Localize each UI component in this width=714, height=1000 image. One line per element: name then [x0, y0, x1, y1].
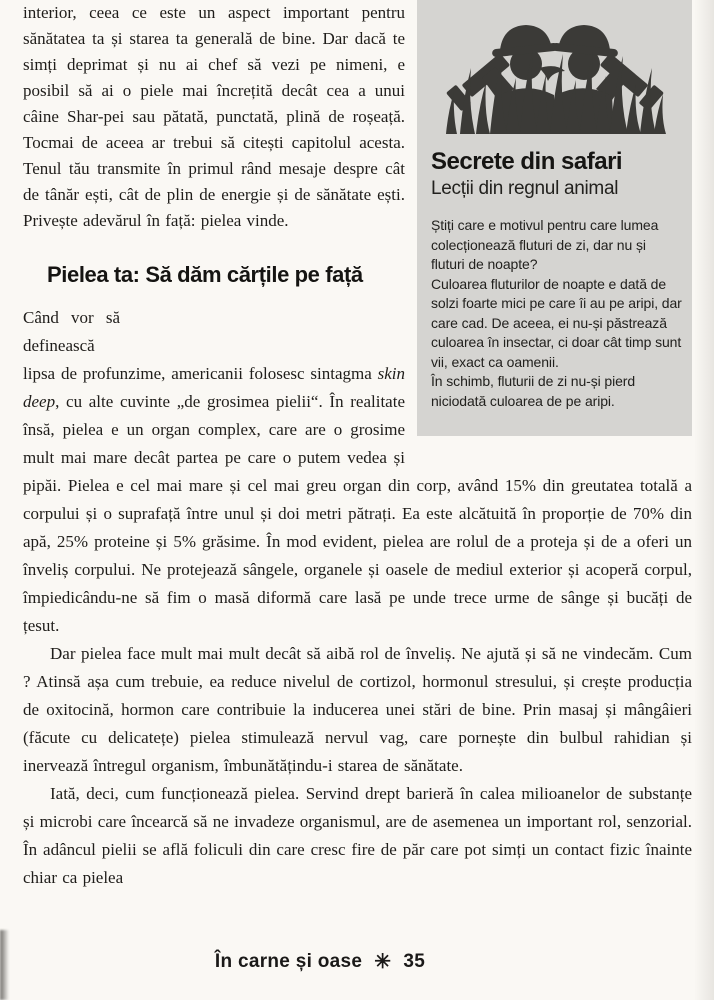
running-footer — [0, 948, 640, 973]
section-heading: Pielea ta: Să dăm cărțile pe față — [47, 262, 363, 287]
safari-explorers-icon — [440, 12, 670, 134]
wrap-spacer — [120, 304, 405, 354]
sidebar-paragraph: Culoarea fluturilor de noapte e dată de solzi foarte mici pe care îi au pe aripi, dar care cad. De aceea, ei nu-și păstrează culoarea în insectar, ci doar cât timp sunt vii, exact ca oamenii. — [431, 275, 682, 370]
footer-page-number: 35 — [403, 951, 426, 972]
paragraph2-italic-phrase: skin deep — [23, 364, 405, 411]
footer-running-title: În carne și oase — [214, 951, 363, 972]
sidebar-paragraph: În schimb, fluturii de zi nu-și pierd niciodată culoarea de pe aripi. — [431, 373, 636, 409]
sidebar-box — [417, 0, 692, 436]
paragraph2-text: Când vor să definească lipsa de profunzime, americanii folosesc sintagma — [23, 308, 378, 383]
body-paragraph-3: Dar pielea face mult mai mult decât să aibă rol de înveliș. Ne ajută și să ne vindecăm. Cum ? Atinsă așa cum trebuie, ea reduce nivelul de cortizol, hormonul stresului, și crește producția de oxitocină, hormon care contribuie la inducerea unei stări de bine. Prin masaj și mângâieri (făcute cu delicatețe) pielea stimulează nervul vag, care pornește din bulbul rahidian și inervează întregul organism, îmbunătățindu-i starea de sănătate. — [23, 644, 692, 775]
paragraph2-text: , cu alte cuvinte „de grosimea pielii“. În realitate însă, pielea e un organ complex, care are o grosime mult mai mare decât partea pe care o putem vedea și pipăi. Pielea e cel mai mare și cel mai greu organ din corp, având 15% din greutatea totală a corpului și o suprafață între unul și doi metri pătrați. Ea este alcătuită în proporție de 70% din apă, 25% proteine și 5% grăsime. În mod evident, pielea are rolul de a proteja și de a oferi un înveliș corpului. Ne protejează sângele, organele și oasele de mediul exterior și acoperă corpul, împiedicându-ne să fim o masă diformă care lasă pe unde trece urme de sânge și bucăți de țesut. — [23, 392, 692, 635]
safari-explorers-illustration — [440, 12, 670, 134]
body-paragraph-1: interior, ceea ce este un aspect important pentru sănătatea ta și starea ta generală de bine. Dar dacă te simți deprimat și nu ai chef să vezi pe nimeni, e posibil să ai o piele mai încrețită decât cea a unui câine Shar-pei sau pătată, punctată, plină de roșeață. Tocmai de aceea ar trebui să citești capitolul acesta. Tenul tău transmite în primul rând mesaje despre cât de tânăr ești, cât de plin de energie și de sănătate ești. Privește adevărul în față: pielea vinde. — [23, 3, 405, 230]
sidebar-title: Secrete din safari — [431, 148, 623, 175]
sidebar-subtitle: Lecții din regnul animal — [431, 178, 619, 199]
sidebar-body — [431, 216, 682, 411]
body-paragraph-4: Iată, deci, cum funcționează pielea. Servind drept barieră în calea milioanelor de substanțe și microbi care încearcă să ne invadeze organismul, are de asemenea un important rol, senzorial. În adâncul pielii se află foliculi din care cresc fire de păr care pot simți un contact fizic înainte chiar ca pielea — [23, 784, 692, 887]
sidebar-paragraph: Știți care e motivul pentru care lumea colecționează fluturi de zi, dar nu și fluturi de noapte? — [431, 217, 659, 272]
footer-star-icon: ✳ — [374, 951, 392, 973]
